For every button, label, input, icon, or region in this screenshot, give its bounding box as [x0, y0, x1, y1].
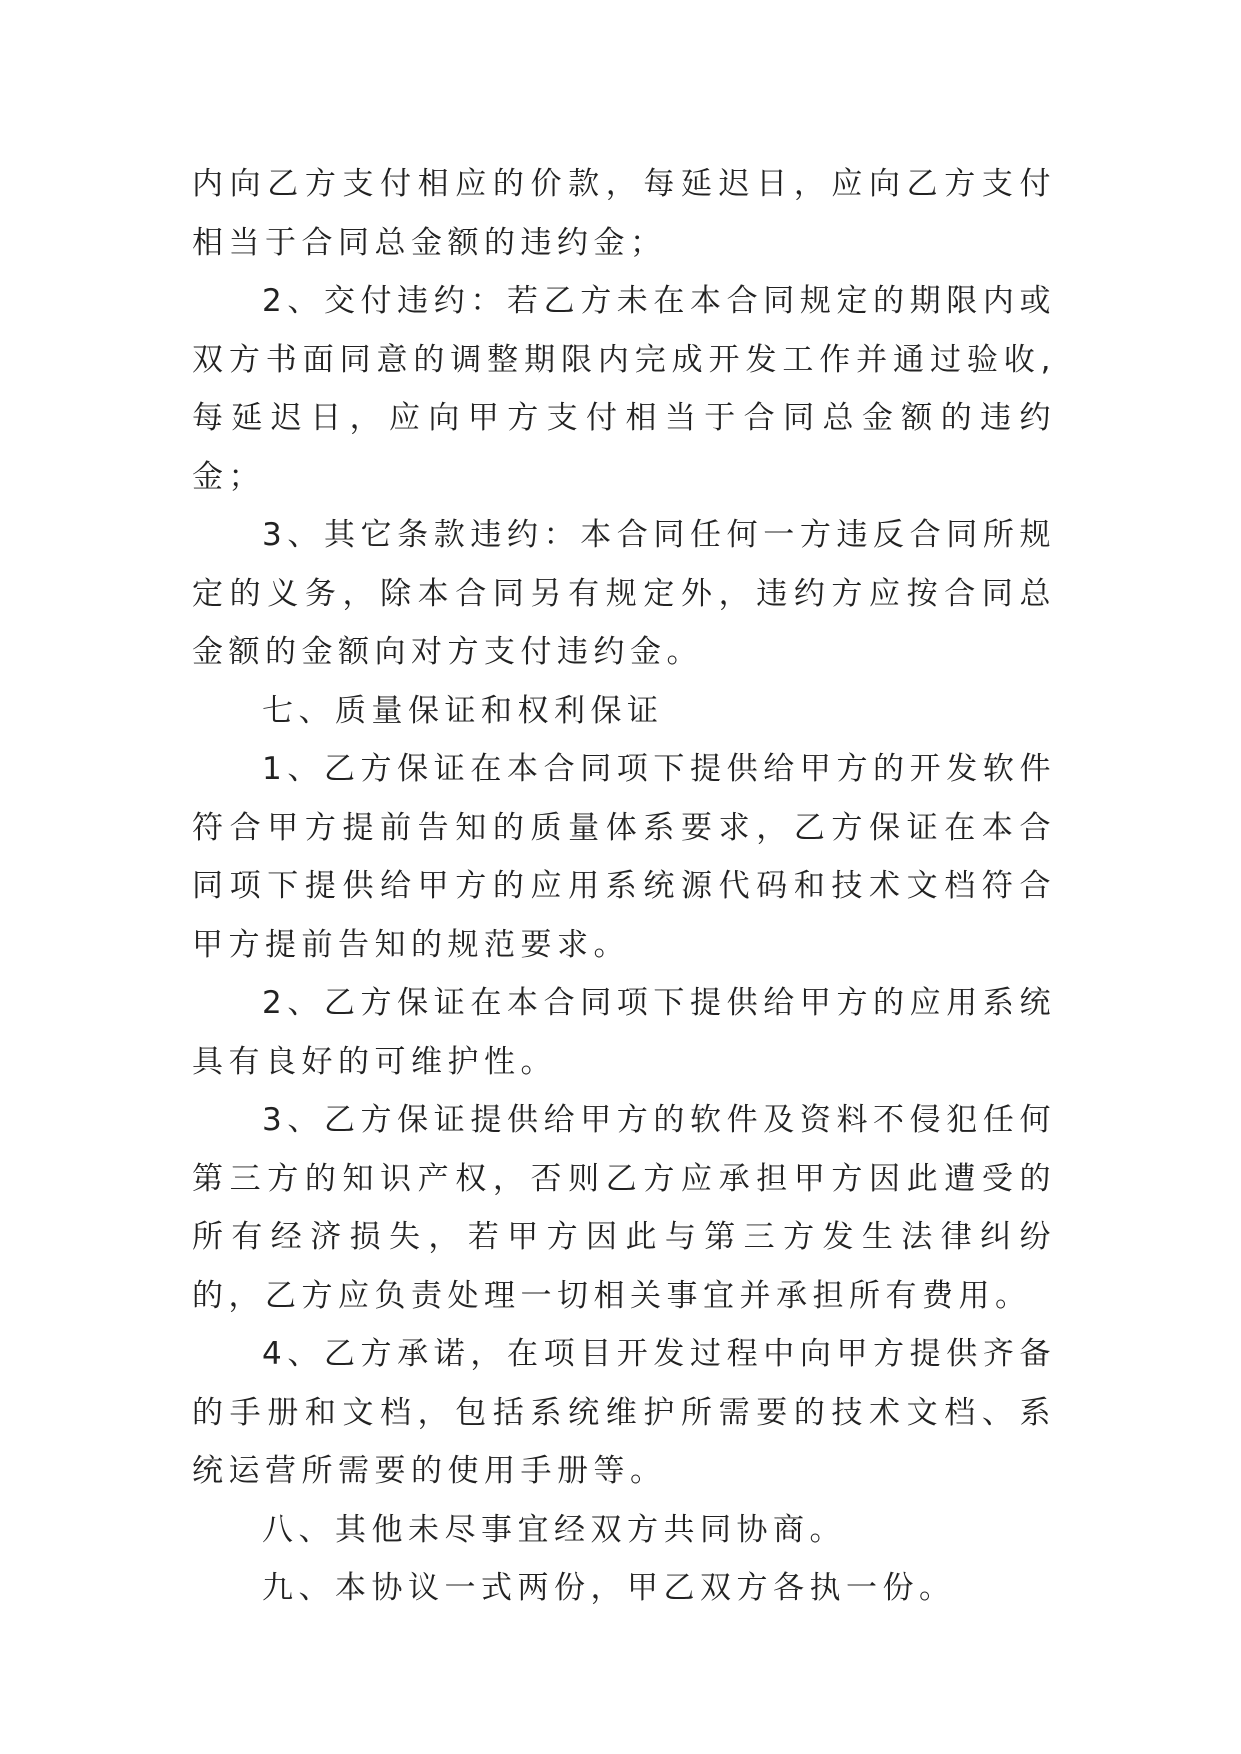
paragraph-7: 4、乙方承诺，在项目开发过程中向甲方提供齐备的手册和文档，包括系统维护所需要的技术文档、系统运营所需要的使用手册等。	[192, 1336, 1056, 1489]
paragraph-6: 3、乙方保证提供给甲方的软件及资料不侵犯任何第三方的知识产权，否则乙方应承担甲方因此遭受的所有经济损失，若甲方因此与第三方发生法律纠纷的，乙方应负责处理一切相关事宜并承担所有费用。	[192, 1102, 1056, 1314]
section-heading-7: 七、质量保证和权利保证	[262, 692, 664, 729]
document-body	[192, 155, 1056, 1618]
paragraph-5: 2、乙方保证在本合同项下提供给甲方的应用系统具有良好的可维护性。	[192, 985, 1056, 1080]
paragraph-3: 3、其它条款违约：本合同任何一方违反合同所规定的义务，除本合同另有规定外，违约方应按合同总金额的金额向对方支付违约金。	[192, 517, 1056, 670]
paragraph-1: 内向乙方支付相应的价款，每延迟日，应向乙方支付相当于合同总金额的违约金；	[192, 166, 1056, 261]
section-heading-8: 八、其他未尽事宜经双方共同协商。	[262, 1511, 846, 1548]
paragraph-2: 2、交付违约：若乙方未在本合同规定的期限内或双方书面同意的调整期限内完成开发工作并通过验收,每延迟日，应向甲方支付相当于合同总金额的违约金；	[192, 283, 1056, 495]
paragraph-4: 1、乙方保证在本合同项下提供给甲方的开发软件符合甲方提前告知的质量体系要求，乙方保证在本合同项下提供给甲方的应用系统源代码和技术文档符合甲方提前告知的规范要求。	[192, 751, 1056, 963]
section-heading-9: 九、本协议一式两份，甲乙双方各执一份。	[262, 1570, 956, 1606]
